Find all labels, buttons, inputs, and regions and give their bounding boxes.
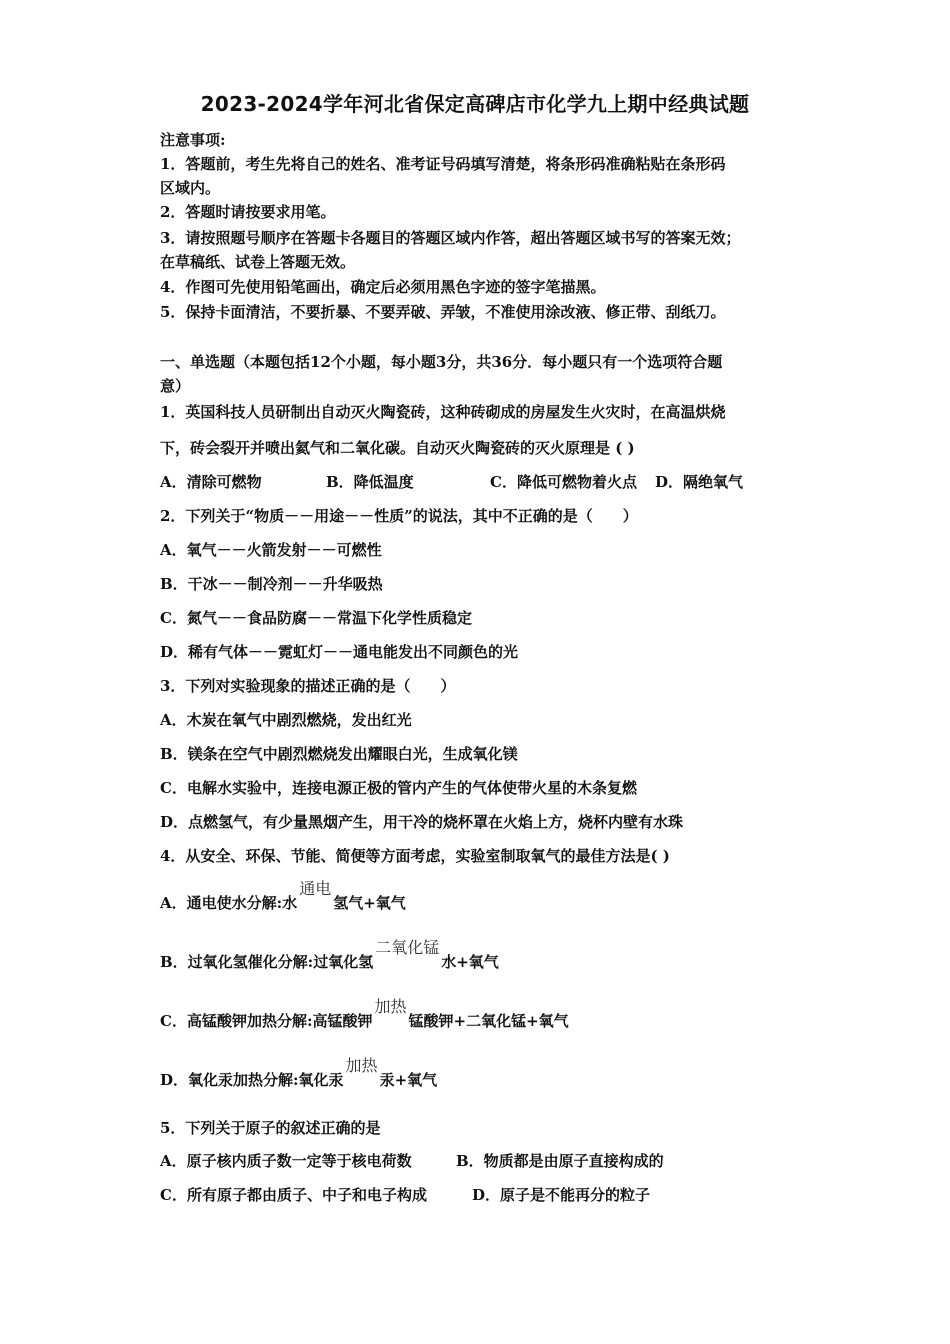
reactant: B．过氧化氢催化分解:过氧化氢 bbox=[160, 953, 374, 971]
reactant: D．氧化汞加热分解:氧化汞 bbox=[160, 1071, 344, 1089]
page-title: 2023-2024学年河北省保定高碑店市化学九上期中经典试题 bbox=[200, 92, 750, 116]
option-a: A．原子核内质子数一定等于核电荷数 bbox=[160, 1152, 412, 1170]
reaction-condition: 加热 bbox=[374, 997, 407, 1016]
option-d: D．隔绝氧气 bbox=[655, 473, 744, 491]
option-b: B．降低温度 bbox=[326, 473, 414, 491]
section-heading: 一、单选题（本题包括12个小题，每小题3分，共36分．每小题只有一个选项符合题 bbox=[160, 353, 723, 371]
option-b-equation bbox=[160, 938, 499, 972]
question-2-stem: 2．下列关于“物质－－用途－－性质”的说法，其中不正确的是（ ） bbox=[160, 507, 638, 525]
products: 水+氧气 bbox=[441, 953, 499, 971]
option-b: B．镁条在空气中剧烈燃烧发出耀眼白光，生成氧化镁 bbox=[160, 745, 518, 763]
notice-item: 在草稿纸、试卷上答题无效。 bbox=[160, 253, 356, 271]
option-c: C．所有原子都由质子、中子和电子构成 bbox=[160, 1186, 427, 1204]
reaction-condition: 二氧化锰 bbox=[375, 938, 440, 957]
reaction-condition: 通电 bbox=[299, 879, 332, 898]
products: 锰酸钾+二氧化锰+氧气 bbox=[408, 1012, 569, 1030]
option-d: D．点燃氢气，有少量黑烟产生，用干冷的烧杯罩在火焰上方，烧杯内壁有水珠 bbox=[160, 813, 684, 831]
option-a: A．清除可燃物 bbox=[160, 473, 262, 491]
option-c-equation bbox=[160, 997, 569, 1031]
option-b: B．干冰－－制冷剂－－升华吸热 bbox=[160, 575, 383, 593]
option-c: C．降低可燃物着火点 bbox=[490, 473, 637, 491]
option-d: D．原子是不能再分的粒子 bbox=[472, 1186, 651, 1204]
products: 氢气+氧气 bbox=[333, 894, 406, 912]
notice-item: 区域内。 bbox=[160, 179, 221, 197]
option-d: D．稀有气体－－霓虹灯－－通电能发出不同颜色的光 bbox=[160, 643, 519, 661]
notice-item: 5．保持卡面清洁，不要折暴、不要弄破、弄皱，不准使用涂改液、修正带、刮纸刀。 bbox=[160, 303, 726, 321]
section-heading-cont: 意） bbox=[160, 377, 191, 395]
notice-item: 1．答题前，考生先将自己的姓名、准考证号码填写清楚，将条形码准确粘贴在条形码 bbox=[160, 155, 726, 173]
option-b: B．物质都是由原子直接构成的 bbox=[456, 1152, 664, 1170]
notice-item: 2．答题时请按要求用笔。 bbox=[160, 203, 336, 221]
question-5-stem: 5．下列关于原子的叙述正确的是 bbox=[160, 1119, 381, 1137]
reaction-condition: 加热 bbox=[345, 1056, 378, 1075]
option-a: A．氧气－－火箭发射－－可燃性 bbox=[160, 541, 382, 559]
option-a-equation bbox=[160, 879, 406, 913]
products: 汞+氧气 bbox=[379, 1071, 438, 1089]
option-d-equation bbox=[160, 1056, 438, 1090]
reactant: A．通电使水分解:水 bbox=[160, 894, 298, 912]
option-a: A．木炭在氧气中剧烈燃烧，发出红光 bbox=[160, 711, 412, 729]
reactant: C．高锰酸钾加热分解:高锰酸钾 bbox=[160, 1012, 373, 1030]
question-1-stem: 1．英国科技人员研制出自动灭火陶瓷砖，这种砖砌成的房屋发生火灾时，在高温烘烧 bbox=[160, 403, 726, 421]
notice-item: 3．请按照题号顺序在答题卡各题目的答题区域内作答，超出答题区域书写的答案无效； bbox=[160, 229, 741, 247]
option-c: C．电解水实验中，连接电源正极的管内产生的气体使带火星的木条复燃 bbox=[160, 779, 637, 797]
notice-heading: 注意事项: bbox=[160, 131, 226, 149]
notice-item: 4．作图可先使用铅笔画出，确定后必须用黑色字迹的签字笔描黑。 bbox=[160, 278, 606, 296]
question-3-stem: 3．下列对实验现象的描述正确的是（ ） bbox=[160, 677, 456, 695]
question-1-stem-cont: 下，砖会裂开并喷出氦气和二氧化碳。自动灭火陶瓷砖的灭火原理是 ( ) bbox=[160, 439, 635, 457]
option-c: C．氮气－－食品防腐－－常温下化学性质稳定 bbox=[160, 609, 472, 627]
question-4-stem: 4．从安全、环保、节能、简便等方面考虑，实验室制取氧气的最佳方法是( ) bbox=[160, 847, 670, 865]
